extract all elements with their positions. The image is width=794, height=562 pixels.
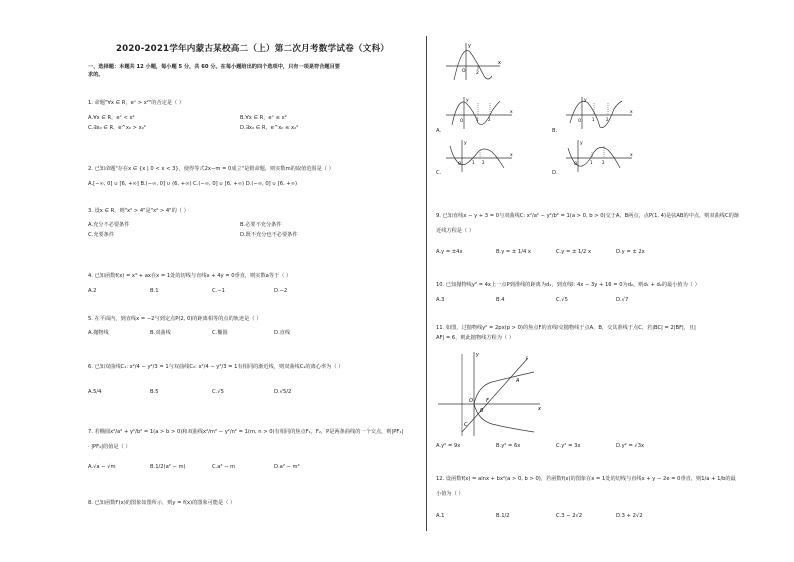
qd-origin: O <box>574 161 578 166</box>
question-5-stem: 5. 在平面内，到直线x = −2与到定点P(2, 0)的距离相等的点的轨迹是（ ） <box>88 316 262 322</box>
q7-option-d[interactable]: D.a² − m² <box>274 464 300 470</box>
q11-label-f: F <box>486 398 489 404</box>
qc-axis-x: x <box>510 153 513 158</box>
q4-option-a[interactable]: A.2 <box>88 288 97 294</box>
q10-option-a[interactable]: A.3 <box>436 297 445 303</box>
q12-option-a[interactable]: A.1 <box>436 513 445 519</box>
q11-label-o: O <box>469 398 473 404</box>
q4-option-d[interactable]: D.−2 <box>274 288 288 294</box>
question-3-stem: 3. 设x ∈ R，则"x² > 4"是"x² > 4"的（ ） <box>88 208 189 214</box>
qb-origin: O <box>578 118 582 123</box>
q2-options[interactable]: A.[−∞, 0] ∪ [6, +∞] B.(−∞, 0] ∪ (6, +∞) C.(−∞, 0] ∪ [6, +∞) D.(−∞, 0] ∪ [6, +∞) <box>88 181 298 187</box>
page-title: 2020-2021学年内蒙古某校高二（上）第二次月考数学试卷（文科） <box>116 44 390 54</box>
q3-option-d[interactable]: D.既不充分也不必要条件 <box>240 232 298 238</box>
q7-option-a[interactable]: A.√a − √m <box>88 464 116 470</box>
qd-tick-one: 1 <box>590 160 593 165</box>
q6-option-d[interactable]: D.√5/2 <box>274 389 292 395</box>
section-heading-cont: 求的。 <box>88 72 104 78</box>
q6-option-c[interactable]: C.√5 <box>212 389 224 395</box>
question-2-stem: 2. 已知命题"存在x ∈ {x | 0 < x < 3}，使得等式2x−m = 0成立"是假命题，则实数m的取值范围是（ ） <box>88 166 334 172</box>
question-10-stem: 10. 已知抛物线y² = 4x上一点P到准线的距离为d₁，到直线l: 4x − 3y + 16 = 0为d₂，则d₁ + d₂的最小值为（ ） <box>436 282 700 288</box>
q8-origin: O <box>462 69 466 74</box>
q11-axis-x: x <box>538 406 541 412</box>
qc-tick-two: 2 <box>482 160 485 165</box>
q8-graph-c <box>444 138 516 174</box>
section-heading: 一、选择题：本题共 12 小题，每小题 5 分，共 60 分。在每小题给出的四个选项中，只有一项是符合题目要 <box>88 64 340 70</box>
question-9-stem-cont: 近线方程是（ ） <box>436 228 474 234</box>
qd-tick-two: 2 <box>602 160 605 165</box>
q11-axis-y: y <box>476 352 479 358</box>
right-column <box>432 0 772 562</box>
question-9-stem: 9. 已知直线x − y + 3 = 0与双曲线C: x²/a² − y²/b² = 1(a > 0, b > 0)交于A，B两点，点P(1, 4)是弦AB的中点，则双曲线C的渐 <box>436 213 739 219</box>
q1-option-b[interactable]: B.∀x ∈ R，eˣ ≤ x² <box>240 115 287 121</box>
question-8-stem: 8. 已知函数f'(x)的图象如图所示，则y = f(x)的图象可能是（ ） <box>88 500 236 506</box>
q8-graph-a <box>444 95 516 131</box>
q11-option-a[interactable]: A.y² = 9x <box>436 443 461 449</box>
question-6-stem: 6. 已知双曲线C₁: x²/4 − y²/3 = 1与双曲线C₂: x²/4 − y²/3 = 1有相同的渐近线，则双曲线C₁的离心率为（ ） <box>88 364 344 370</box>
q5-option-a[interactable]: A.抛物线 <box>88 330 109 336</box>
question-7-stem-cont: · |PF₂|的值是（ ） <box>88 444 131 450</box>
q8-axis-y: y <box>468 43 471 49</box>
q5-option-c[interactable]: C.椭圆 <box>212 330 228 336</box>
q11-option-d[interactable]: D.y² = √3x <box>616 443 645 449</box>
q11-label-a: A <box>516 378 520 384</box>
q4-option-b[interactable]: B.1 <box>150 288 159 294</box>
q6-option-b[interactable]: B.5 <box>150 389 159 395</box>
q5-option-d[interactable]: D.直线 <box>274 330 291 336</box>
q4-option-c[interactable]: C.−1 <box>212 288 225 294</box>
q12-option-b[interactable]: B.1/2 <box>496 513 510 519</box>
q11-label-b: B <box>480 408 484 414</box>
q1-option-c[interactable]: C.∃x₀ ∈ R，e^x₀ > x₀² <box>88 125 146 131</box>
question-11-stem: 11. 如图，过抛物线y² = 2px(p > 0)的焦点F的直线l交抛物线于点A，B，交其准线于点C，若|BC| = 2|BF|，且| <box>436 325 696 331</box>
q11-figure <box>436 350 546 438</box>
q1-option-a[interactable]: A.∀x ∈ R，eˣ < x² <box>88 115 135 121</box>
question-11-stem-cont: AF| = 6，则此抛物线方程为（ ） <box>436 335 514 341</box>
qc-origin: O <box>458 161 462 166</box>
qb-tick-one: 1 <box>592 117 595 122</box>
q8-graph-b <box>564 95 636 131</box>
q8-option-c[interactable]: C. <box>436 170 442 176</box>
q9-option-b[interactable]: B.y = ± 1/4 x <box>496 249 531 255</box>
q8-axis-x: x <box>498 60 501 66</box>
qb-tick-two: 2 <box>606 117 609 122</box>
q11-label-c: C <box>464 422 468 428</box>
question-7-stem: 7. 若椭圆x²/a² + y²/b² = 1(a > b > 0)和双曲线x²/m² − y²/n² = 1(m, n > 0)有相同的焦点F₁，F₂，P是两条曲线的一个交点，则|PF₁| <box>88 429 404 435</box>
qc-tick-one: 1 <box>472 160 475 165</box>
question-1-stem: 1. 命题"∀x ∈ R，eˣ > x²"的否定是（ ） <box>88 100 185 106</box>
q11-option-b[interactable]: B.y² = 6x <box>496 443 521 449</box>
q3-option-c[interactable]: C.充要条件 <box>88 232 115 238</box>
q12-option-c[interactable]: C.3 − 2√2 <box>556 513 583 519</box>
q11-option-c[interactable]: C.y² = 3x <box>556 443 581 449</box>
q10-option-c[interactable]: C.√5 <box>556 297 568 303</box>
column-divider <box>426 36 427 531</box>
q1-option-d[interactable]: D.∃x₀ ∈ R，e^x₀ ≤ x₀² <box>240 125 299 131</box>
qa-axis-y: y <box>466 98 469 103</box>
q9-option-a[interactable]: A.y = ±4x <box>436 249 463 255</box>
q7-option-b[interactable]: B.1/2(a² − m) <box>150 464 186 470</box>
question-12-stem: 12. 设函数f(x) = alnx + bx²(a > 0, b > 0)，若函数f(x)的图象在x = 1处的切线与直线x + y − 2e = 0垂直，则1/a + 1/b的最 <box>436 476 736 482</box>
q6-option-a[interactable]: A.5/4 <box>88 389 102 395</box>
q3-option-a[interactable]: A.充分不必要条件 <box>88 222 130 228</box>
qd-axis-x: x <box>630 153 633 158</box>
qa-tick-one: 1 <box>476 117 479 122</box>
qa-origin: O <box>460 118 464 123</box>
q10-option-d[interactable]: D.√7 <box>616 297 629 303</box>
q3-option-b[interactable]: B.必要不充分条件 <box>240 222 282 228</box>
q8-option-b[interactable]: B. <box>552 128 558 134</box>
question-12-stem-cont: 小值为（ ） <box>436 491 464 497</box>
qa-axis-x: x <box>510 110 513 115</box>
q8-tick-two: 2 <box>476 71 479 76</box>
q10-option-b[interactable]: B.4 <box>496 297 505 303</box>
left-column <box>88 0 418 562</box>
q9-option-c[interactable]: C.y = ± 1/2 x <box>556 249 592 255</box>
question-4-stem: 4. 已知函数f(x) = x³ + ax在x = 1处的切线与直线x + 4y = 0垂直，则实数a等于（ ） <box>88 273 292 279</box>
qd-axis-y: y <box>580 141 583 146</box>
q12-option-d[interactable]: D.3 + 2√2 <box>616 513 643 519</box>
q7-option-c[interactable]: C.a² − m <box>212 464 236 470</box>
q9-option-d[interactable]: D.y = ± 2x <box>616 249 645 255</box>
q8-graph-d <box>564 138 636 174</box>
qb-axis-x: x <box>630 110 633 115</box>
qa-tick-two: 2 <box>488 117 491 122</box>
q5-option-b[interactable]: B.双曲线 <box>150 330 171 336</box>
q8-derivative-graph <box>444 40 504 82</box>
q11-label-l: l <box>526 356 528 362</box>
qb-axis-y: y <box>584 98 587 103</box>
q8-option-d[interactable]: D. <box>552 170 558 176</box>
qc-axis-y: y <box>464 141 467 146</box>
q8-option-a[interactable]: A. <box>436 128 442 134</box>
